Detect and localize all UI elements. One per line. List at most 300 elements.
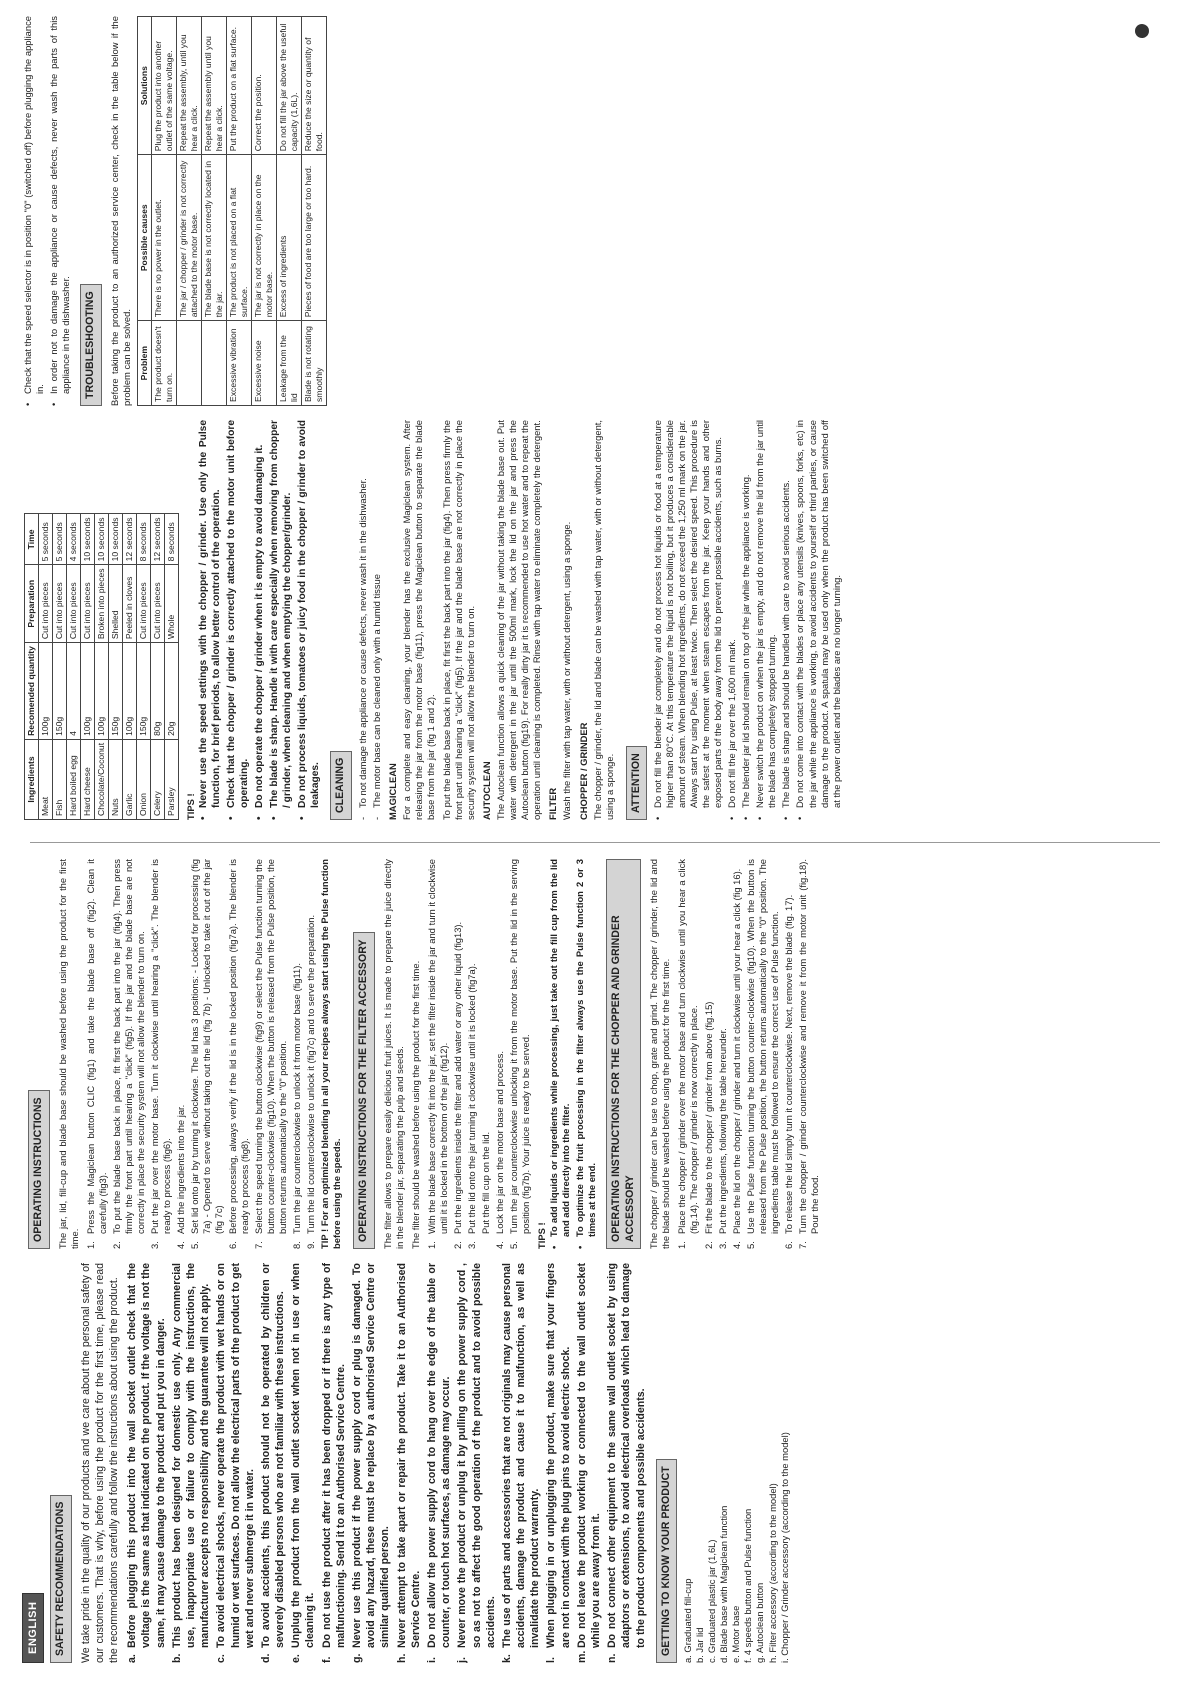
safety-heading: SAFETY RECOMMENDATIONS <box>50 1495 72 1663</box>
autoclean-heading: AUTOCLEAN <box>481 761 493 820</box>
trouble-cell: Excessive noise <box>251 321 276 406</box>
safety-item-marker: m. <box>575 1650 588 1663</box>
trouble-cell: There is no power in the outlet. <box>151 155 176 321</box>
ingredient-cell: 80g <box>151 643 165 740</box>
trouble-cell: The product doesn't turn on. <box>151 321 176 406</box>
attention-item-text: The blade is sharp and should be handled with care to avoid serious accidents. <box>780 480 792 808</box>
filter-clean-heading: FILTER <box>547 787 559 820</box>
ingredient-row <box>39 514 53 820</box>
operating-step-marker: 5. <box>188 1241 200 1249</box>
ingredient-cell: Cut into pieces <box>81 565 95 643</box>
ingredient-cell: Broken into pieces <box>95 565 109 643</box>
ingredient-cell: 12 seconds <box>123 514 137 565</box>
chopper-steps <box>676 859 820 1249</box>
trouble-cell: The jar / chopper / grinder is not correctly attached to the motor base. <box>176 155 201 321</box>
ingredient-cell: Hard boiled egg <box>67 739 81 819</box>
cleaning-note <box>371 420 383 820</box>
chopper-step-marker: 5. <box>744 1241 756 1249</box>
attention-item <box>740 420 752 820</box>
chopper-step-text: Place the chopper / grinder over the motor base and turn clockwise until you hear a click (fig.14). The chopper / grinder is now correctly in place. <box>676 859 700 1234</box>
trouble-cell: The jar is not correctly in place on the motor base. <box>251 155 276 321</box>
ingredient-cell: 100g <box>81 643 95 740</box>
safety-item-marker: f. <box>320 1656 333 1663</box>
trouble-cell: Excessive vibration <box>226 321 251 406</box>
attention-item <box>754 420 778 820</box>
attention-item-bullet: • <box>48 402 60 406</box>
filter-step <box>508 859 532 1249</box>
trouble-cell: Reduce the size or quantity of food. <box>301 17 326 155</box>
operating-heading: OPERATING INSTRUCTIONS <box>28 1090 50 1249</box>
filter-step-text: With the blade base correctly fit into the jar, set the filter inside the jar and turn it clockwise until it is locked in the bottom of the jar (fig12). <box>425 859 449 1234</box>
chopper-step <box>745 859 781 1249</box>
filter-tip <box>574 859 598 1249</box>
trouble-row <box>301 17 326 406</box>
filter-steps <box>426 859 532 1249</box>
filter-step-text: Lock the jar on the motor base and process. <box>494 1051 506 1234</box>
attention-item-bullet: • <box>794 816 806 820</box>
ingredient-cell: 10 seconds <box>95 514 109 565</box>
filter-step-text: Put the lid onto the jar turning it clockwise until it is locked (fig7a). <box>465 963 477 1234</box>
trouble-cell <box>176 321 201 406</box>
filter-step-marker: 4. <box>494 1241 506 1249</box>
operating-step-text: Set lid onto jar by turning it clockwise. The lid has 3 positions: - Locked for processing (fig 7a) - Opened to serve without taking out the lid (fig 7b) - Unlocked to take it out of the jar (fig 7c) <box>188 859 224 1234</box>
column-cleaning <box>22 420 1169 820</box>
safety-item-text: This product has been designed for domestic use only. Any commercial use, inappropriate use or failure to comply with the instructions, the manufacturer accepts no responsibility and the guarantee will not apply. <box>170 1263 212 1648</box>
troubleshooting-intro: Before taking the product to an authorized service center, check in the table below if the problem can be solved. <box>108 16 132 406</box>
safety-item-text: Do not allow the power supply cord to hang over the edge of the table or counter, or touch hot surfaces, as damage may occur. <box>425 1263 453 1648</box>
operating-step-text: Turn the jar counterclockwise to unlock it from motor base (fig11). <box>291 963 303 1234</box>
cleaning-note-bullet: - <box>371 816 383 820</box>
trouble-header-cell: Problem <box>137 321 151 406</box>
chopper-clean-heading: CHOPPER / GRINDER <box>577 722 589 820</box>
filter-step-marker <box>480 1234 492 1249</box>
ingredient-cell: 12 seconds <box>151 514 165 565</box>
operating-step-marker: 6. <box>226 1241 238 1249</box>
filter-tip-text: To optimize the fruit processing in the filter always use the Pulse function 2 or 3 times at the end. <box>574 859 598 1237</box>
part-item: a. Graduated fill-cup <box>682 1578 694 1663</box>
chopper-step-text: Fit the blade to the chopper / grinder from above (fig.15) <box>702 1001 714 1234</box>
safety-item-text: Never attempt to take apart or repair the product. Take it to an Authorised Service Centre. <box>395 1263 422 1648</box>
attention-item-text: Never switch the product on when the jar is empty, and do not remove the lid from the jar until the blade has completely stopped turning. <box>754 420 778 808</box>
ingredient-cell: 8 seconds <box>165 514 179 565</box>
trouble-row <box>176 17 201 406</box>
safety-item-marker: e. <box>290 1654 303 1663</box>
safety-item-marker: c. <box>215 1654 228 1663</box>
safety-item <box>214 1263 257 1663</box>
operating-step-text: Turn the lid counterclockwise to unlock it (fig7c) and to serve the preparation. <box>305 914 317 1234</box>
tip-item-text: Do not process liquids, tomatoes or juicy food in the chopper / grinder to avoid leakages. <box>297 420 322 808</box>
know-heading: GETTING TO KNOW YOUR PRODUCT <box>656 1459 678 1663</box>
tip-item-text: Never use the speed settings with the chopper / grinder. Use only the Pulse function, for brief periods, to allow better control of the operation. <box>198 420 223 808</box>
ingredient-cell: Chocolate/Coconut <box>95 739 109 819</box>
attention-item-text: In order not to damage the appliance or cause defects, never wash the parts of this appliance in the dishwasher. <box>48 16 72 394</box>
operating-step <box>305 859 317 1249</box>
safety-item-marker: g. <box>351 1653 363 1663</box>
autoclean-text: The Autoclean function allows a quick cleaning of the jar without taking the blade base out. Put water with detergent in the jar until the 500ml mark, lock the lid on the jar and press the Autoclean button (fig19). For really dirty jar it is recommended to use hot water and to repeat the operation until cleaning is completed. Rinse with tap water to eliminate completely the detergent. <box>495 420 543 820</box>
trouble-cell: Repeat the assembly, until you hear a click. <box>176 17 201 155</box>
safety-item-marker: j. <box>456 1657 469 1663</box>
cleaning-heading: CLEANING <box>330 751 352 820</box>
chopper-step <box>703 859 715 1249</box>
ingredient-cell: 8 seconds <box>137 514 151 565</box>
ingredient-cell: 5 seconds <box>53 514 67 565</box>
ingredient-cell: 100g <box>123 643 137 740</box>
tip-item <box>268 420 294 820</box>
filter-step-marker: 1. <box>425 1241 437 1249</box>
attention-item <box>22 16 46 406</box>
know-list <box>682 1263 790 1663</box>
safety-item <box>544 1263 572 1663</box>
safety-item-marker: k. <box>500 1654 513 1663</box>
safety-item-text: Before plugging this product into the wall socket outlet check that the voltage is the same as that indicated on the product. If the voltage is not the same, it may cause damage to the product and put you in danger. <box>126 1263 167 1648</box>
ingredient-header-cell: Time <box>25 514 39 565</box>
ingredient-row <box>165 514 179 820</box>
chopper-clean-text: The chopper / grinder, the lid and blade can be washed with tap water, with or without detergent, using a sponge. <box>591 420 615 820</box>
safety-item-text: Do not use the product after it has been dropped or if there is any type of malfunctioning. Send it to an Authorised Service Centre. <box>320 1263 347 1648</box>
trouble-row <box>251 17 276 406</box>
ingredient-cell: 4 <box>67 643 81 740</box>
operating-step <box>291 859 303 1249</box>
ingredient-cell: Nuts <box>109 739 123 819</box>
chopper-step-marker: 2. <box>702 1241 714 1249</box>
chopper-intro: The chopper / grinder can be use to chop, grate and grind. The chopper / grinder, the lid and the blade should be washed before using the product for the first time. <box>648 859 672 1249</box>
chopper-step-text: Put the ingredients, following the table hereunder. <box>716 1028 728 1234</box>
safety-item <box>320 1263 348 1663</box>
operating-step <box>253 859 289 1249</box>
operating-step <box>85 859 109 1249</box>
tip-item <box>296 420 322 820</box>
troubleshooting-heading: TROUBLESHOOTING <box>80 284 102 406</box>
trouble-header-cell: Possible causes <box>137 155 151 321</box>
attention-item <box>794 420 842 820</box>
operating-intro: The jar, lid, fill-cup and blade base should be washed before using the product for the first time. <box>56 859 80 1249</box>
chopper-step-marker: 6. <box>782 1241 794 1249</box>
trouble-cell: Blade is not rotating smoothly <box>301 321 326 406</box>
tip-item <box>225 420 251 820</box>
tip-item-bullet: • <box>198 816 210 820</box>
column-troubleshooting <box>22 16 1169 406</box>
safety-item-text: Never use this product if the power supply cord or plug is damaged. To avoid any hazard, these must be replace by a authorised Service Centre or similar qualified person. <box>351 1263 392 1648</box>
safety-item-text: To avoid accidents, this product should not be operated by children or severely disabled persons who are not familiar with these instructions. <box>259 1263 287 1648</box>
operating-steps <box>85 859 318 1249</box>
part-item: h. Filter accessory (according to the model) <box>766 1483 778 1663</box>
safety-item-marker: h. <box>395 1653 408 1663</box>
operating-step-text: Add the ingredients into the jar. <box>174 1104 186 1234</box>
chopper-step-text: Use the Pulse function turning the button counter-clockwise (fig10). When the button is released from the Pulse position, the button returns automatically to the "0" position. The ingredients table must be followed to ensure the correct use of Pulse function. <box>744 859 780 1234</box>
chopper-step-marker: 7. <box>796 1241 808 1249</box>
safety-item-marker: d. <box>259 1653 272 1663</box>
ingredient-row <box>95 514 109 820</box>
safety-item <box>259 1263 287 1663</box>
attention-item-bullet: • <box>780 816 792 820</box>
ingredient-row <box>109 514 123 820</box>
trouble-cell: Leakage from the lid <box>276 321 301 406</box>
left-page <box>0 843 1191 1685</box>
magiclean-heading: MAGICLEAN <box>387 763 399 820</box>
trouble-row <box>201 17 226 406</box>
safety-item-text: When plugging in or unplugging the product, make sure that your fingers are not in contact with the plug pins to avoid electric shock. <box>545 1263 572 1648</box>
ingredient-header-row <box>25 514 39 820</box>
ingredient-cell: Whole <box>165 565 179 643</box>
filter-step-marker: 5. <box>508 1241 520 1249</box>
trouble-row <box>276 17 301 406</box>
attention-item <box>780 420 792 820</box>
ingredients-table <box>24 513 179 820</box>
tips2-list <box>197 420 322 820</box>
chopper-step-marker: 3. <box>716 1241 728 1249</box>
trouble-cell: Pieces of food are too large or too hard. <box>301 155 326 321</box>
operating-step-marker: 7. <box>253 1241 265 1249</box>
ingredient-cell: Garlic <box>123 739 137 819</box>
safety-item <box>500 1263 543 1663</box>
operating-step <box>189 859 225 1249</box>
chopper-step-text: Turn the chopper / grinder counterclockwise and remove it from the motor unit (fig.18). Pour the food. <box>796 859 820 1234</box>
operating-step-marker: 4. <box>174 1241 186 1249</box>
safety-item-marker: l. <box>545 1657 558 1663</box>
trouble-cell: Excess of ingredients <box>276 155 301 321</box>
ingredient-cell: 10 seconds <box>109 514 123 565</box>
ingredient-header-cell: Recomended quantity <box>25 643 39 740</box>
filter-step <box>452 859 464 1249</box>
operating-step <box>227 859 251 1249</box>
part-item: g. Autoclean button <box>754 1582 766 1663</box>
safety-item <box>605 1263 648 1663</box>
chopper-step <box>797 859 821 1249</box>
attention-item-text: Do not fill the blender jar completely and do not process hot liquids or food at a temperature higher than 80°C. At this temperature the liquid is not boiling, but it produces a considerable amount of steam. When blending hot ingredients, do not exceed the 1,250 ml mark on the jar. Always start by using Pulse, at least twice. Then select the desired speed. This procedure is the safest at the moment when steam escapes from the jar. Keep your hands and other exposed parts of the body away from the lid to prevent possible accidents, such as burns. <box>652 420 724 808</box>
safety-section <box>79 1263 648 1663</box>
chopper-step-text: Place the lid on the chopper / grinder and turn it clockwise until your hear a click (fig 16). <box>730 868 742 1234</box>
safety-item-text: Do not connect other equipment to the same wall outlet socket by using adaptors or extensions, to avoid electrical overloads which lead to damage to the product components and possible accidents. <box>606 1263 647 1648</box>
part-item: f. 4 speeds button and Pulse function <box>742 1508 754 1663</box>
part-item: i. Chopper / Grinder accessory (according to the model) <box>778 1432 790 1663</box>
ingredient-cell: Cut into pieces <box>53 565 67 643</box>
safety-item <box>289 1263 317 1663</box>
ingredient-cell: Celery <box>151 739 165 819</box>
filter-step <box>480 859 492 1249</box>
chopper-step <box>717 859 729 1249</box>
safety-item <box>170 1263 213 1663</box>
black-dot-mark <box>1135 24 1149 38</box>
attention-heading: ATTENTION <box>626 746 648 820</box>
trouble-cell: Do not fill the jar above the useful capacity (1,6L). <box>276 17 301 155</box>
filter-step-marker: 3. <box>465 1241 477 1249</box>
column-operating <box>22 859 1169 1249</box>
safety-item <box>575 1263 603 1663</box>
operating-step-marker: 2. <box>110 1241 122 1249</box>
tips2-title: TIPS ! <box>185 793 196 820</box>
chopper-step-text: To release the lid simply turn it counterclockwise. Next, remove the blade (fig. 17). <box>782 894 794 1234</box>
ingredient-header-cell: Preparation <box>25 565 39 643</box>
safety-item <box>455 1263 498 1663</box>
filter-tips-title: TIPS ! <box>536 1222 548 1249</box>
safety-item-marker: n. <box>606 1653 619 1663</box>
attention-item-bullet: • <box>754 816 766 820</box>
tip-item-text: The blade is sharp. Handle it with care especially when removing from chopper / grinder, when cleaning and when emptying the chopper/grinder. <box>269 420 294 808</box>
cleaning-notes <box>357 420 383 820</box>
trouble-header-row <box>137 17 151 406</box>
filter-step-text: Turn the jar counterclockwise unlocking it from the motor base. Put the lid in the serving position (fig7b). Your juice is ready to be served. <box>508 859 532 1234</box>
trouble-cell <box>201 321 226 406</box>
safety-item <box>125 1263 168 1663</box>
attention-item-text: The blender jar lid should remain on top of the jar while the appliance is working. <box>740 474 752 808</box>
ingredient-cell: 20g <box>165 643 179 740</box>
attention-item-bullet: • <box>22 402 33 406</box>
part-item: d. Blade base with Magiclean function <box>718 1505 730 1663</box>
filter-intro-wash: The filter should be washed before using the product for the first time. <box>409 960 421 1249</box>
filter-step <box>426 859 450 1249</box>
safety-item-marker: i. <box>425 1657 438 1663</box>
tip-item-bullet: • <box>297 816 309 820</box>
chopper-heading: OPERATING INSTRUCTIONS FOR THE CHOPPER AND GRINDER ACCESSORY <box>606 859 641 1249</box>
tip-item-bullet: • <box>269 816 281 820</box>
trouble-row <box>226 17 251 406</box>
operating-tip: TIP ! For an optimized blending in all your recipes always start using the Pulse function before using the speeds. <box>319 859 343 1249</box>
filter-tip-text: To add liquids or ingredients while processing, just take out the fill cup from the lid and add directly into the filter. <box>548 859 572 1237</box>
operating-step-marker: 1. <box>84 1241 96 1249</box>
ingredient-cell: Onion <box>137 739 151 819</box>
attention-item-bullet: • <box>740 816 752 820</box>
attention-item <box>726 420 738 820</box>
tip-item <box>253 420 266 820</box>
safety-item-text: Never move the product or unplug it by pulling on the power supply cord , so as not to affect the good operation of the product and to avoid possible accidents. <box>456 1263 497 1648</box>
trouble-cell: Put the product on a flat surface. <box>226 17 251 155</box>
operating-step-text: Put the jar over the motor base. Turn it clockwise until hearing a "click". The blender is ready to process (fig6). <box>148 859 172 1234</box>
filter-step <box>466 859 478 1249</box>
ingredient-cell: Cut into pieces <box>67 565 81 643</box>
safety-item-marker: b. <box>170 1653 183 1663</box>
language-tag: ENGLISH <box>22 1593 44 1663</box>
safety-item-text: Unplug the product from the wall outlet socket when not in use or when cleaning it. <box>290 1263 317 1648</box>
trouble-header-cell: Solutions <box>137 17 151 155</box>
ingredient-row <box>123 514 137 820</box>
chopper-step <box>676 859 700 1249</box>
safety-item <box>350 1263 393 1663</box>
ingredient-cell: Cut into pieces <box>39 565 53 643</box>
ingredient-cell: 150g <box>53 643 67 740</box>
filter-step-text: Put the ingredients inside the filter and add water or any other liquid (fig13). <box>451 921 463 1234</box>
operating-step <box>175 859 187 1249</box>
tip-item-text: Do not operate the chopper / grinder when it is empty to avoid damaging it. <box>254 444 266 808</box>
operating-step <box>111 859 147 1249</box>
safety-item-text: Do not leave the product working or connected to the wall outlet socket while you are away from it. <box>575 1263 602 1648</box>
chopper-step <box>783 859 795 1249</box>
chopper-step-marker: 4. <box>730 1241 742 1249</box>
chopper-step-marker: 1. <box>676 1241 688 1249</box>
filter-heading: OPERATING INSTRUCTIONS FOR THE FILTER ACCESSORY <box>353 932 375 1249</box>
ingredient-cell: 150g <box>137 643 151 740</box>
part-item: e. Motor base <box>730 1605 742 1663</box>
filter-step-text: Put the fill cup on the lid. <box>480 1131 491 1234</box>
tip-item <box>197 420 223 820</box>
cleaning-note <box>357 420 369 820</box>
operating-step-text: Select the speed turning the button clockwise (fig9) or select the Pulse function turning the button counter-clockwise (fig10). When the button is released from the Pulse position, the button returns automatically to the "0" position. <box>253 859 289 1234</box>
ingredient-cell: Parsley <box>165 739 179 819</box>
ingredient-row <box>137 514 151 820</box>
filter-tip <box>548 859 572 1249</box>
ingredient-row <box>81 514 95 820</box>
trouble-cell: The product is not placed on a flat surface. <box>226 155 251 321</box>
operating-step-marker: 9. <box>305 1241 317 1249</box>
ingredient-cell: Cut into pieces <box>137 565 151 643</box>
filter-step-marker: 2. <box>451 1241 463 1249</box>
magiclean-text: For a complete and easy cleaning, your blender has the exclusive Magiclean system. After releasing the jar from the motor base (fig11), press the Magiclean button to separate the blade base from the jar (fig 1 and 2). <box>401 420 437 820</box>
attention-item-text: Do not fill the jar over the 1,600 ml mark. <box>726 639 738 808</box>
ingredient-row <box>53 514 67 820</box>
tip-item-text: Check that the chopper / grinder is correctly attached to the motor unit before operating. <box>226 420 251 808</box>
trouble-cell: Plug the product into another outlet of the same voltage. <box>151 17 176 155</box>
attention-item-bullet: • <box>652 816 664 820</box>
attention-item-text: Check that the speed selector is in position "0" (switched off) before plugging the appliance in. <box>22 16 46 394</box>
attention-item <box>48 16 72 406</box>
operating-step-text: To put the blade base back in place, fit first the back part into the jar (fig4). Then press firmly the front part until hearing a "click" (fig5). If the jar and the blade base are not correctly in place the security system will not allow the blender to turn on. <box>110 859 146 1234</box>
filter-clean-text: Wash the filter with tap water, with or without detergent, using a sponge. <box>561 521 573 820</box>
trouble-cell: The blade base is not correctly located in the jar. <box>201 155 226 321</box>
ingredient-row <box>67 514 81 820</box>
safety-item-text: The use of parts and accessories that are not originals may cause personal accidents, damage the product and cause it to malfunction, as well as invalidate the product warranty. <box>500 1263 542 1648</box>
column-safety <box>22 1263 1169 1663</box>
part-item: c. Graduated plastic jar (1,6L) <box>706 1539 718 1663</box>
filter-intro: The filter allows to prepare easily delicious fruit juices. It is made to prepare the juice directly in the blender jar, separating the pulp and seeds. <box>381 859 405 1249</box>
ingredient-cell: Peeled in cloves <box>123 565 137 643</box>
operating-step-marker: 3. <box>148 1241 160 1249</box>
ingredient-cell: 100g <box>95 643 109 740</box>
safety-item-text: To avoid electrical shocks, never operate the product with wet hands or on humid or wet surfaces. Do not allow the electrical parts of the product to get wet and never submerge it in water. <box>215 1263 256 1648</box>
safety-list <box>125 1263 648 1663</box>
trouble-cell: Repeat the assembly until you hear a click. <box>201 17 226 155</box>
ingredient-cell: 100g <box>39 643 53 740</box>
right-page <box>0 0 1191 842</box>
ingredient-cell: Meat <box>39 739 53 819</box>
ingredient-cell: 10 seconds <box>81 514 95 565</box>
tip-item-bullet: • <box>226 816 238 820</box>
attention-list-continued <box>22 16 72 406</box>
attention-item <box>652 420 724 820</box>
ingredient-cell: Cut into pieces <box>151 565 165 643</box>
trouble-cell: Correct the position. <box>251 17 276 155</box>
page-divider <box>30 842 1160 843</box>
safety-item-marker: a. <box>126 1654 139 1663</box>
cleaning-note-text: The motor base can be cleaned only with a humid tissue <box>371 574 383 808</box>
chopper-step <box>731 859 743 1249</box>
filter-tips <box>548 859 598 1249</box>
ingredient-header-cell: Ingredients <box>25 739 39 819</box>
cleaning-note-bullet: - <box>357 816 368 820</box>
safety-item <box>395 1263 423 1663</box>
trouble-row <box>151 17 176 406</box>
filter-tip-bullet: • <box>574 1245 586 1249</box>
safety-intro: We take pride in the quality of our products and we care about the personal safety of our customers. That is why, before using the product for the first time, please read the recommendations carefully and follow the instructions about using the product. <box>79 1263 120 1663</box>
safety-item <box>425 1263 453 1663</box>
ingredient-cell: 5 seconds <box>39 514 53 565</box>
filter-tip-bullet: • <box>548 1245 560 1249</box>
ingredient-cell: Shelled <box>109 565 123 643</box>
troubleshooting-table <box>137 16 327 406</box>
part-item: b. Jar lid <box>694 1627 706 1663</box>
ingredient-row <box>151 514 165 820</box>
attention-list <box>652 420 842 820</box>
ingredient-cell: 150g <box>109 643 123 740</box>
operating-step-text: Press the Magiclean button CLIC (fig1) and take the blade base off (fig2). Clean it carefully (fig3). <box>84 859 108 1234</box>
operating-step-marker: 8. <box>291 1241 303 1249</box>
operating-step-text: Before processing, always verify if the lid is in the locked position (fig7a). The blender is ready to process (fig8). <box>226 859 250 1234</box>
magiclean-text-2: To put the blade base back in place, fit first the back part into the jar (fig4). Then press firmly the front part until hearing a "click" (fig5). If the jar and the blade base are not correctly in place the security system will not allow the blender to turn on. <box>441 420 477 820</box>
attention-item-text: Do not come into contact with the blades or place any utensils (knives, spoons, forks, etc) in the jar while the appliance is working, to avoid accidents to yourself or third parties, or cause damage to the product. A spatula may be used only when the product has been switched off at the power outlet and the blades are no longer turning. <box>794 420 842 808</box>
ingredient-cell: Fish <box>53 739 67 819</box>
tip-item-bullet: • <box>254 816 266 820</box>
attention-item-bullet: • <box>726 816 738 820</box>
ingredient-cell: 4 seconds <box>67 514 81 565</box>
cleaning-note-text: To not damage the appliance or cause defects, never wash it in the dishwasher. <box>357 478 368 808</box>
